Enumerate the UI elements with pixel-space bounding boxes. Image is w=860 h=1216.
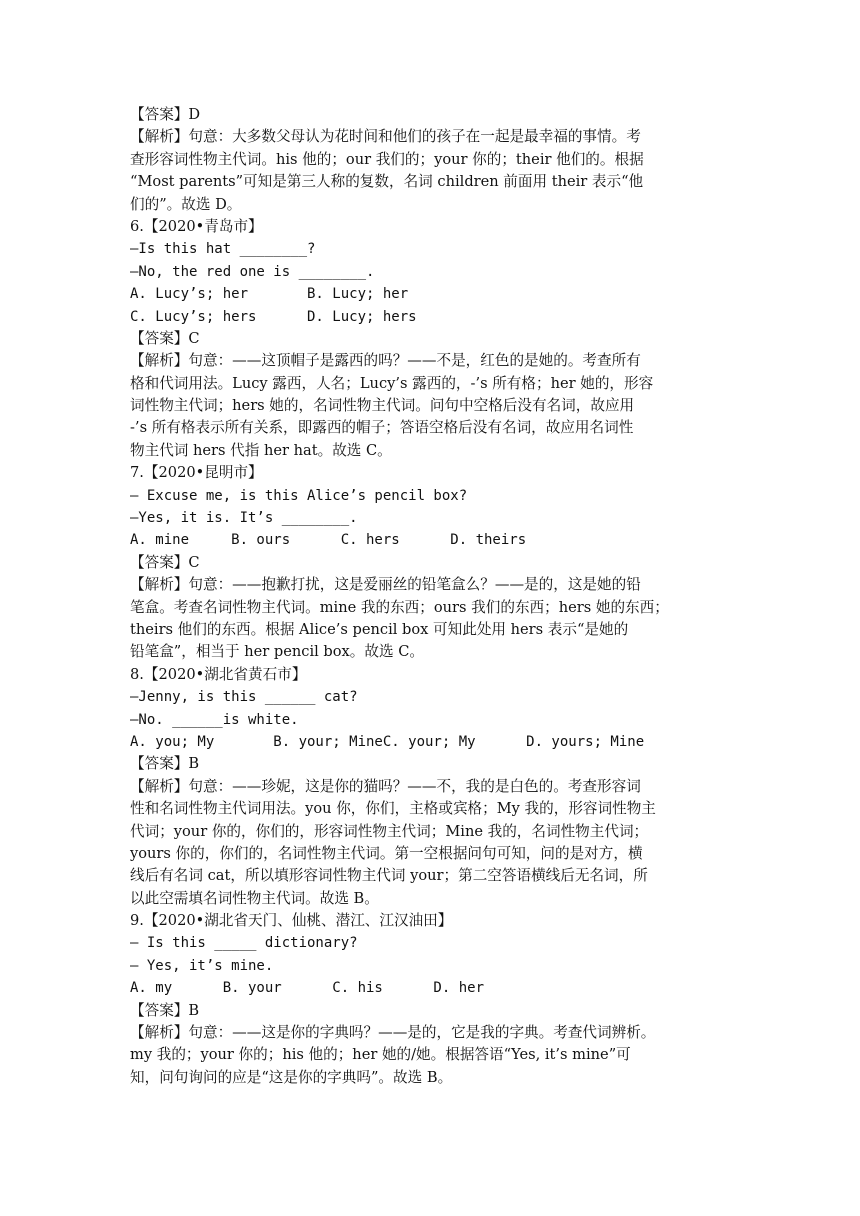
document-body <box>130 104 732 1089</box>
analysis-line-q5: 查形容词性物主代词。his 他的；our 我们的；your 你的；their 他们的。根据 <box>130 150 644 168</box>
analysis-line-q6: 格和代词用法。Lucy 露西，人名；Lucy’s 露西的，-’s 所有格；her 她的，形容 <box>130 374 654 392</box>
question-line-7: —Yes, it is. It’s ________. <box>130 510 358 527</box>
analysis-line-q7: 【解析】句意：——抱歉打扰，这是爱丽丝的铅笔盒么？——是的，这是她的铅 <box>130 576 641 594</box>
question-line-8: —No. ______is white. <box>130 711 299 728</box>
analysis-line-q5: “Most parents”可知是第三人称的复数，名词 children 前面用 their 表示“他 <box>130 173 644 191</box>
analysis-line-q6: 物主代词 hers 代指 her hat。故选 C。 <box>130 441 392 459</box>
analysis-line-q6: -’s 所有格表示所有关系，即露西的帽子；答语空格后没有名词，故应用名词性 <box>130 419 634 437</box>
analysis-line-q7: theirs 他们的东西。根据 Alice’s pencil box 可知此处用 hers 表示“是她的 <box>130 620 629 638</box>
question-line-7: — Excuse me, is this Alice’s pencil box? <box>130 487 468 504</box>
question-heading-9: 9.【2020•湖北省天门、仙桃、潜江、江汉油田】 <box>130 912 453 930</box>
analysis-line-q9: my 我的；your 你的；his 他的；her 她的/她。根据答语“Yes, it’s mine”可 <box>130 1046 631 1064</box>
options-line-8: A. you; My B. your; MineC. your; My D. yours; Mine <box>130 733 645 750</box>
analysis-line-q5: 们的”。故选 D。 <box>130 195 242 213</box>
analysis-line-q9: 知，问句询问的应是“这是你的字典吗”。故选 B。 <box>130 1068 453 1086</box>
analysis-line-q8: yours 你的，你们的，名词性物主代词。第一空根据问句可知，问的是对方，横 <box>130 844 643 862</box>
question-line-8: —Jenny, is this ______ cat? <box>130 689 358 706</box>
question-line-9: — Yes, it’s mine. <box>130 957 274 974</box>
options-line-9: A. my B. your C. his D. her <box>130 980 485 997</box>
analysis-line-q8: 代词；your 你的，你们的，形容词性物主代词；Mine 我的，名词性物主代词； <box>130 822 649 840</box>
question-line-9: — Is this _____ dictionary? <box>130 935 358 952</box>
question-line-6: —Is this hat ________? <box>130 241 316 258</box>
analysis-line-q7: 铅笔盒”，相当于 her pencil box。故选 C。 <box>130 643 424 661</box>
analysis-line-q6: 【解析】句意：——这顶帽子是露西的吗？——不是，红色的是她的。考查所有 <box>130 352 641 370</box>
answer-line-q6: 【答案】C <box>130 329 200 347</box>
analysis-line-q7: 笔盒。考查名词性物主代词。mine 我的东西；ours 我们的东西；hers 她的东西； <box>130 598 669 616</box>
analysis-line-q9: 【解析】句意：——这是你的字典吗？——是的，它是我的字典。考查代词辨析。 <box>130 1024 656 1042</box>
options-line-7: A. mine B. ours C. hers D. theirs <box>130 532 527 549</box>
question-heading-8: 8.【2020•湖北省黄石市】 <box>130 665 307 683</box>
question-heading-7: 7.【2020•昆明市】 <box>130 464 263 482</box>
analysis-line-q8: 【解析】句意：——珍妮，这是你的猫吗？——不，我的是白色的。考查形容词 <box>130 777 641 795</box>
question-heading-6: 6.【2020•青岛市】 <box>130 217 263 235</box>
analysis-line-q6: 词性物主代词；hers 她的，名词性物主代词。问句中空格后没有名词，故应用 <box>130 397 635 415</box>
options-line-6: A. Lucy’s; her B. Lucy; her <box>130 286 409 303</box>
question-line-6: —No, the red one is ________. <box>130 263 375 280</box>
analysis-line-q8: 性和名词性物主代词用法。you 你，你们，主格或宾格；My 我的，形容词性物主 <box>130 800 656 818</box>
options-line-6: C. Lucy’s; hers D. Lucy; hers <box>130 308 417 325</box>
analysis-line-q5: 【解析】句意：大多数父母认为花时间和他们的孩子在一起是最幸福的事情。考 <box>130 128 641 146</box>
answer-line-q5: 【答案】D <box>130 106 201 123</box>
answer-line-q7: 【答案】C <box>130 553 200 571</box>
answer-line-q9: 【答案】B <box>130 1001 200 1019</box>
analysis-line-q8: 线后有名词 cat，所以填形容词性物主代词 your；第二空答语横线后无名词，所 <box>130 867 648 885</box>
answer-line-q8: 【答案】B <box>130 755 200 773</box>
analysis-line-q8: 以此空需填名词性物主代词。故选 B。 <box>130 889 379 907</box>
